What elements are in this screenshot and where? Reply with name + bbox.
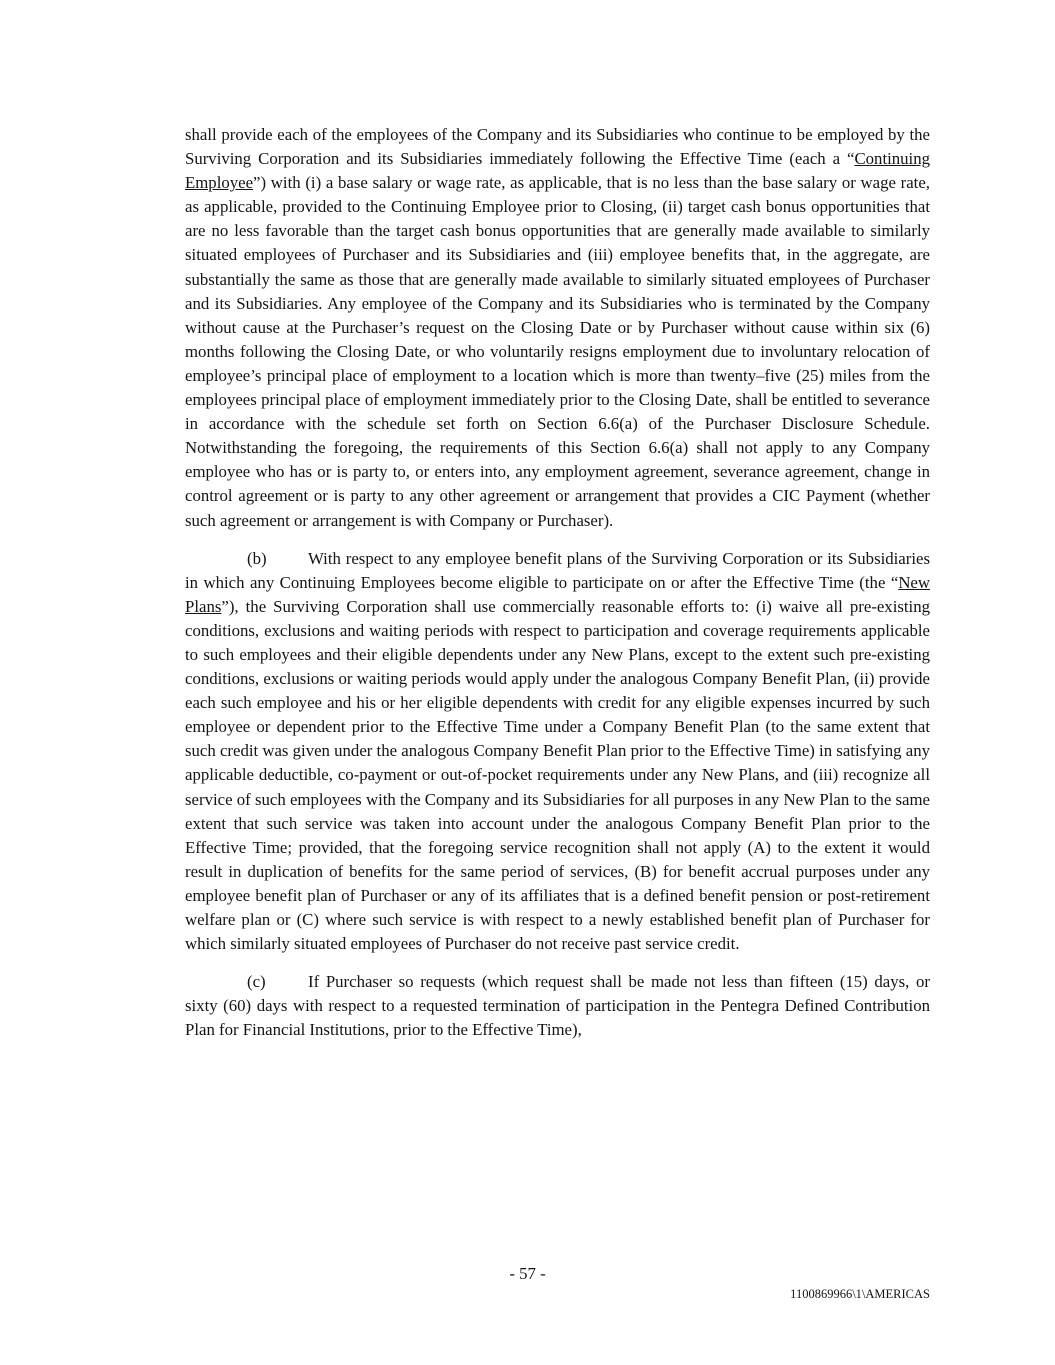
- paragraph-label: (c): [247, 972, 266, 992]
- text-segment: ”), the Surviving Corporation shall use commercially reasonable efforts to: (i) waive all pre-existing conditions, exclusions and waiting periods with respect to participation and coverage requirements applicable to such employees and their eligible dependents under any New Plans, except to the extent such pre-existing conditions, exclusions or waiting periods would apply under the analogous Company Benefit Plan, (ii) provide each such employee and his or her eligible dependents with credit for any eligible expenses incurred by such employee or dependent prior to the Effective Time under a Company Benefit Plan (to the same extent that such credit was given under the analogous Company Benefit Plan prior to the Effective Time) in satisfying any applicable deductible, co-payment or out-of-pocket requirements under any New Plans, and (iii) recognize all service of such employees with the Company and its Subsidiaries for all purposes in any New Plan to the same extent that such service was taken into account under the analogous Company Benefit Plan prior to the Effective Time; provided, that the foregoing service recognition shall not apply (A) to the extent it would result in duplication of benefits for the same period of services, (B) for benefit accrual purposes under any employee benefit plan of Purchaser or any of its affiliates that is a defined benefit pension or post-retirement welfare plan or (C) where such service is with respect to a newly established benefit plan of Purchaser for which similarly situated employees of Purchaser do not receive past service credit.: [185, 596, 930, 954]
- text-segment: shall provide each of the employees of the Company and its Subsidiaries who continue to be employed by the Surviving Corporation and its Subsidiaries immediately following the Effective Time (each a “: [185, 125, 930, 169]
- paragraph-c: [185, 970, 930, 1042]
- defined-term-underlined: New Plans: [185, 572, 930, 616]
- defined-term-underlined: Continuing Employee: [185, 149, 930, 193]
- text-segment: With respect to any employee benefit plans of the Surviving Corporation or its Subsidiaries in which any Continuing Employees become eligible to participate on or after the Effective Time (the “: [185, 548, 930, 592]
- paragraph-a-continuation: [185, 123, 930, 533]
- page-number: - 57 -: [509, 1264, 546, 1283]
- document-body: [185, 123, 930, 1056]
- text-segment: If Purchaser so requests (which request shall be made not less than fifteen (15) days, or sixty (60) days with respect to a requested termination of participation in the Pentegra Defined Contribution Plan for Financial Institutions, prior to the Effective Time),: [185, 972, 930, 1040]
- text-segment: ”) with (i) a base salary or wage rate, as applicable, that is no less than the base salary or wage rate, as applicable, provided to the Continuing Employee prior to Closing, (ii) target cash bonus opportunities that are no less favorable than the target cash bonus opportunities that are generally made available to similarly situated employees of Purchaser and its Subsidiaries and (iii) employee benefits that, in the aggregate, are substantially the same as those that are generally made available to similarly situated employees of Purchaser and its Subsidiaries. Any employee of the Company and its Subsidiaries who is terminated by the Company without cause at the Purchaser’s request on the Closing Date or by Purchaser without cause within six (6) months following the Closing Date, or who voluntarily resigns employment due to involuntary relocation of employee’s principal place of employment to a location which is more than twenty–five (25) miles from the employees principal place of employment immediately prior to the Closing Date, shall be entitled to severance in accordance with the schedule set forth on Section 6.6(a) of the Purchaser Disclosure Schedule. Notwithstanding the foregoing, the requirements of this Section 6.6(a) shall not apply to any Company employee who has or is party to, or enters into, any employment agreement, severance agreement, change in control agreement or is party to any other agreement or arrangement that provides a CIC Payment (whether such agreement or arrangement is with Company or Purchaser).: [185, 173, 930, 530]
- paragraph-label: (b): [247, 548, 267, 568]
- paragraph-b: [185, 547, 930, 957]
- document-id: 1100869966\1\AMERICAS: [790, 1287, 930, 1301]
